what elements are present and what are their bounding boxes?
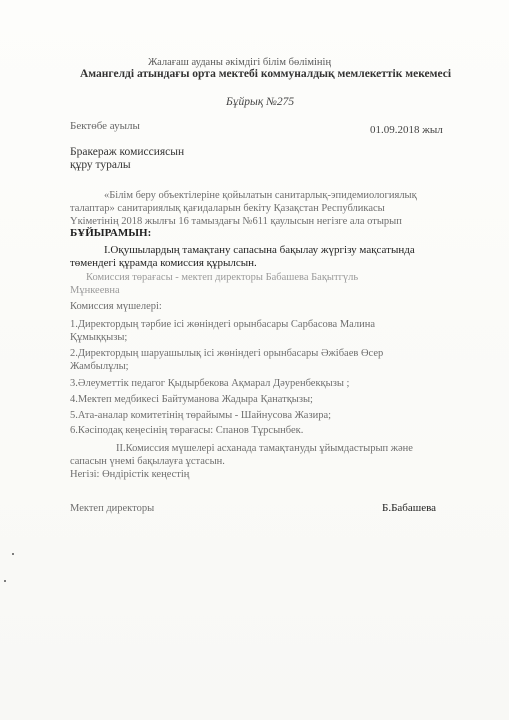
chair-line: Комиссия төрағасы - мектеп директоры Бабашева Бақытгүль	[86, 272, 359, 283]
basis-line: Негізі: Өндірістік кеңестің	[70, 469, 190, 480]
body-paragraph-line: талаптар» санитариялық қағидаларын бекіту Қазақстан Республикасы	[70, 203, 385, 214]
header-department: Жалағаш ауданы әкімдігі білім бөлімінің	[148, 57, 332, 68]
header-school: Амангелді атындағы орта мектебі коммуналдық мемлекеттік мекемесі	[80, 68, 452, 80]
signature-role: Мектеп директоры	[70, 503, 155, 514]
signature-name: Б.Бабашева	[382, 502, 437, 514]
member-line: 1.Директордың тәрбие ісі жөніндегі орынбасары Сарбасова Малина	[70, 319, 376, 330]
member-line: 4.Мектеп медбикесі Байтуманова Жадыра Қанатқызы;	[70, 394, 313, 405]
body-paragraph-line: «Білім беру объектілеріне қойылатын санитарлық-эпидемиологиялық	[104, 190, 417, 201]
member-line: Құмыққызы;	[70, 332, 128, 343]
item-1-line: төмендегі құрамда комиссия құрылсын.	[70, 257, 257, 269]
members-title: Комиссия мүшелері:	[70, 301, 162, 312]
member-line: 5.Ата-аналар комитетінің төрайымы - Шайнусова Жазира;	[70, 410, 332, 421]
member-line: 6.Кәсіподақ кеңесінің төрағасы: Спанов Тұрсынбек.	[70, 425, 304, 436]
subject-line-2: құру туралы	[70, 159, 131, 171]
order-title: Бұйрық №275	[226, 96, 295, 108]
scan-speck	[12, 553, 14, 555]
order-place: Бектөбе ауылы	[70, 120, 140, 132]
member-line: Жамбылұлы;	[70, 361, 129, 372]
scan-speck	[4, 580, 6, 582]
body-paragraph-line: Үкіметінің 2018 жылғы 16 тамыздағы №611 қаулысын негізге ала отырып	[70, 216, 402, 227]
item-2-line: II.Комиссия мүшелері асханада тамақтануды ұйымдастырып және	[116, 443, 413, 454]
decree-word: БҰЙЫРАМЫН:	[70, 227, 152, 239]
order-date: 01.09.2018 жыл	[370, 124, 443, 136]
item-1-line: I.Оқушылардың тамақтану сапасына бақылау жүргізу мақсатында	[104, 244, 415, 256]
chair-line: Мұнкеевна	[70, 285, 120, 296]
subject-line-1: Бракераж комиссиясын	[70, 146, 185, 158]
member-line: 3.Әлеуметтік педагог Қыдырбекова Ақмарал Дәуренбекқызы ;	[70, 378, 350, 389]
member-line: 2.Директордың шаруашылық ісі жөніндегі орынбасары Әжібаев Өсер	[70, 348, 384, 359]
item-2-line: сапасын үнемі бақылауға ұстасын.	[70, 456, 225, 467]
